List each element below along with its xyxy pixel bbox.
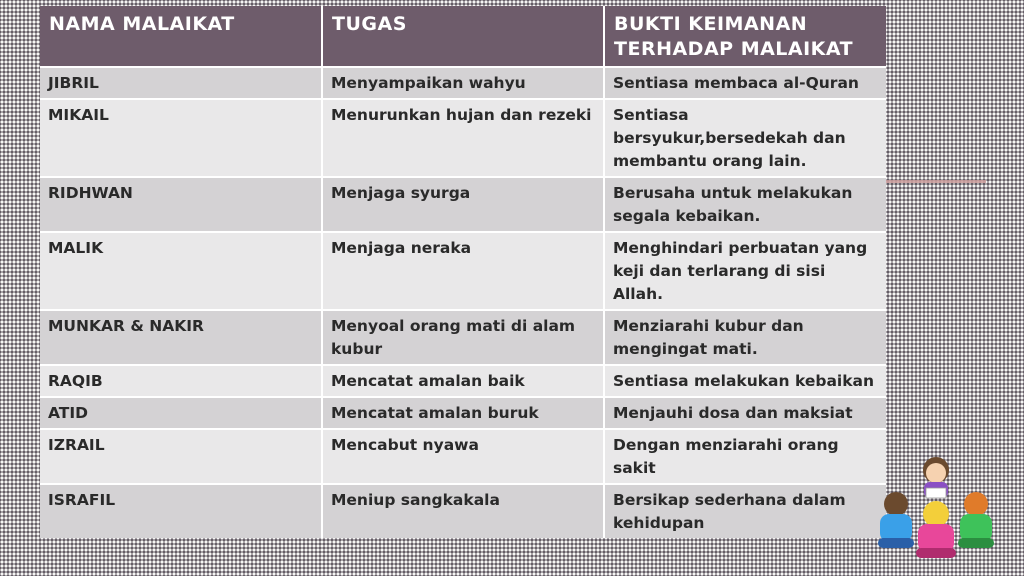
cell-bukti: Menjauhi dosa dan maksiat: [604, 397, 886, 429]
table-row: [40, 310, 886, 365]
cell-nama: RAQIB: [40, 365, 322, 397]
cell-tugas: Menjaga syurga: [322, 177, 604, 232]
cell-bukti: Menziarahi kubur dan mengingat mati.: [604, 310, 886, 365]
cell-tugas: Mencabut nyawa: [322, 429, 604, 484]
cell-nama: ATID: [40, 397, 322, 429]
cell-tugas: Menurunkan hujan dan rezeki: [322, 99, 604, 177]
header-tugas: TUGAS: [322, 6, 604, 67]
cell-nama: MUNKAR & NAKIR: [40, 310, 322, 365]
table-row: [40, 67, 886, 99]
malaikat-table: [40, 6, 886, 538]
cell-nama: RIDHWAN: [40, 177, 322, 232]
table-row: [40, 484, 886, 538]
cell-tugas: Menjaga neraka: [322, 232, 604, 310]
cell-nama: IZRAIL: [40, 429, 322, 484]
cell-bukti: Sentiasa bersyukur,bersedekah dan membantu orang lain.: [604, 99, 886, 177]
decorative-line: [886, 180, 986, 183]
table-row: [40, 429, 886, 484]
table-header-row: [40, 6, 886, 67]
cell-nama: MALIK: [40, 232, 322, 310]
cell-bukti: Sentiasa membaca al-Quran: [604, 67, 886, 99]
cell-nama: JIBRIL: [40, 67, 322, 99]
cell-tugas: Menyoal orang mati di alam kubur: [322, 310, 604, 365]
cell-tugas: Meniup sangkakala: [322, 484, 604, 538]
table-row: [40, 232, 886, 310]
cell-nama: ISRAFIL: [40, 484, 322, 538]
cell-bukti: Bersikap sederhana dalam kehidupan: [604, 484, 886, 538]
malaikat-table-container: [40, 6, 886, 538]
cell-nama: MIKAIL: [40, 99, 322, 177]
cell-bukti: Berusaha untuk melakukan segala kebaikan.: [604, 177, 886, 232]
cell-bukti: Menghindari perbuatan yang keji dan terlarang di sisi Allah.: [604, 232, 886, 310]
cell-tugas: Mencatat amalan buruk: [322, 397, 604, 429]
cell-bukti: Dengan menziarahi orang sakit: [604, 429, 886, 484]
cell-bukti: Sentiasa melakukan kebaikan: [604, 365, 886, 397]
table-row: [40, 397, 886, 429]
cell-tugas: Menyampaikan wahyu: [322, 67, 604, 99]
header-nama-malaikat: NAMA MALAIKAT: [40, 6, 322, 67]
table-row: [40, 99, 886, 177]
children-reading-clipart-icon: [866, 452, 1006, 564]
cell-tugas: Mencatat amalan baik: [322, 365, 604, 397]
table-row: [40, 365, 886, 397]
header-bukti-keimanan: BUKTI KEIMANAN TERHADAP MALAIKAT: [604, 6, 886, 67]
table-row: [40, 177, 886, 232]
